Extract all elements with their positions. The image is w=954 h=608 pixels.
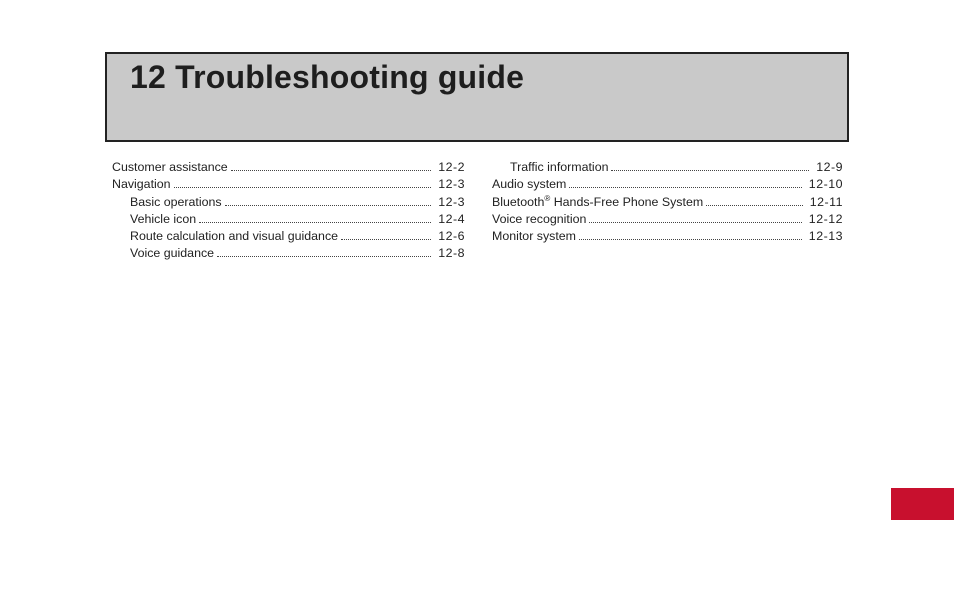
toc-entry-title — [492, 195, 703, 209]
toc-entry-monitor-system[interactable] — [492, 229, 843, 246]
toc-leader-dots — [199, 221, 431, 223]
toc-entry-title: Route calculation and visual guidance — [130, 229, 339, 244]
toc-entry-title-main: Bluetooth — [492, 194, 545, 209]
toc-entry-vehicle-icon[interactable] — [112, 212, 465, 229]
toc-entry-page: 12-9 — [816, 160, 843, 174]
toc-right-column — [492, 160, 843, 246]
toc-entry-title: Customer assistance — [112, 160, 228, 174]
toc-entry-page: 12-13 — [808, 229, 843, 244]
toc-entry-title: Traffic information — [510, 160, 609, 174]
toc-entry-page: 12-4 — [438, 211, 465, 226]
chapter-side-tab — [891, 488, 954, 520]
toc-leader-dots — [706, 204, 803, 206]
toc-entry-voice-recognition[interactable] — [492, 212, 843, 229]
toc-leader-dots — [217, 255, 431, 257]
toc-entry-page: 12-3 — [438, 194, 465, 209]
toc-leader-dots — [589, 221, 801, 223]
toc-entry-voice-guidance[interactable] — [112, 246, 465, 263]
toc-entry-page: 12-12 — [808, 211, 843, 226]
toc-leader-dots — [579, 238, 802, 240]
toc-entry-title: Voice recognition — [492, 211, 587, 226]
chapter-title: 12 Troubleshooting guide — [130, 59, 525, 95]
toc-leader-dots — [231, 169, 431, 171]
toc-leader-dots — [569, 186, 801, 188]
toc-entry-page: 12-2 — [438, 160, 465, 174]
toc-leader-dots — [611, 169, 809, 171]
toc-entry-title-suffix: Hands-Free Phone System — [550, 194, 704, 209]
toc-entry-page: 12-3 — [438, 177, 465, 192]
chapter-header — [105, 52, 849, 142]
toc-entry-customer-assistance[interactable] — [112, 160, 465, 177]
toc-entry-bluetooth-hands-free[interactable] — [492, 195, 843, 212]
toc-entry-page: 12-8 — [438, 246, 465, 261]
toc-entry-title: Voice guidance — [130, 246, 215, 261]
toc-entry-title: Monitor system — [492, 229, 576, 244]
toc-entry-title: Audio system — [492, 177, 567, 192]
toc-entry-audio-system[interactable] — [492, 177, 843, 194]
toc-leader-dots — [174, 186, 432, 188]
toc-leader-dots — [225, 204, 432, 206]
toc-entry-page: 12-10 — [808, 177, 843, 192]
toc-entry-navigation[interactable] — [112, 177, 465, 194]
toc-entry-page: 12-6 — [438, 229, 465, 244]
toc-entry-basic-operations[interactable] — [112, 195, 465, 212]
toc-entry-traffic-information[interactable] — [492, 160, 843, 177]
toc-left-column — [112, 160, 465, 264]
toc-entry-title: Vehicle icon — [130, 211, 197, 226]
toc-leader-dots — [341, 238, 431, 240]
toc-entry-title: Basic operations — [130, 194, 222, 209]
toc-entry-page: 12-11 — [809, 194, 843, 209]
toc-entry-title: Navigation — [112, 177, 171, 192]
toc-entry-route-calculation[interactable] — [112, 229, 465, 246]
registered-mark: ® — [544, 193, 551, 203]
